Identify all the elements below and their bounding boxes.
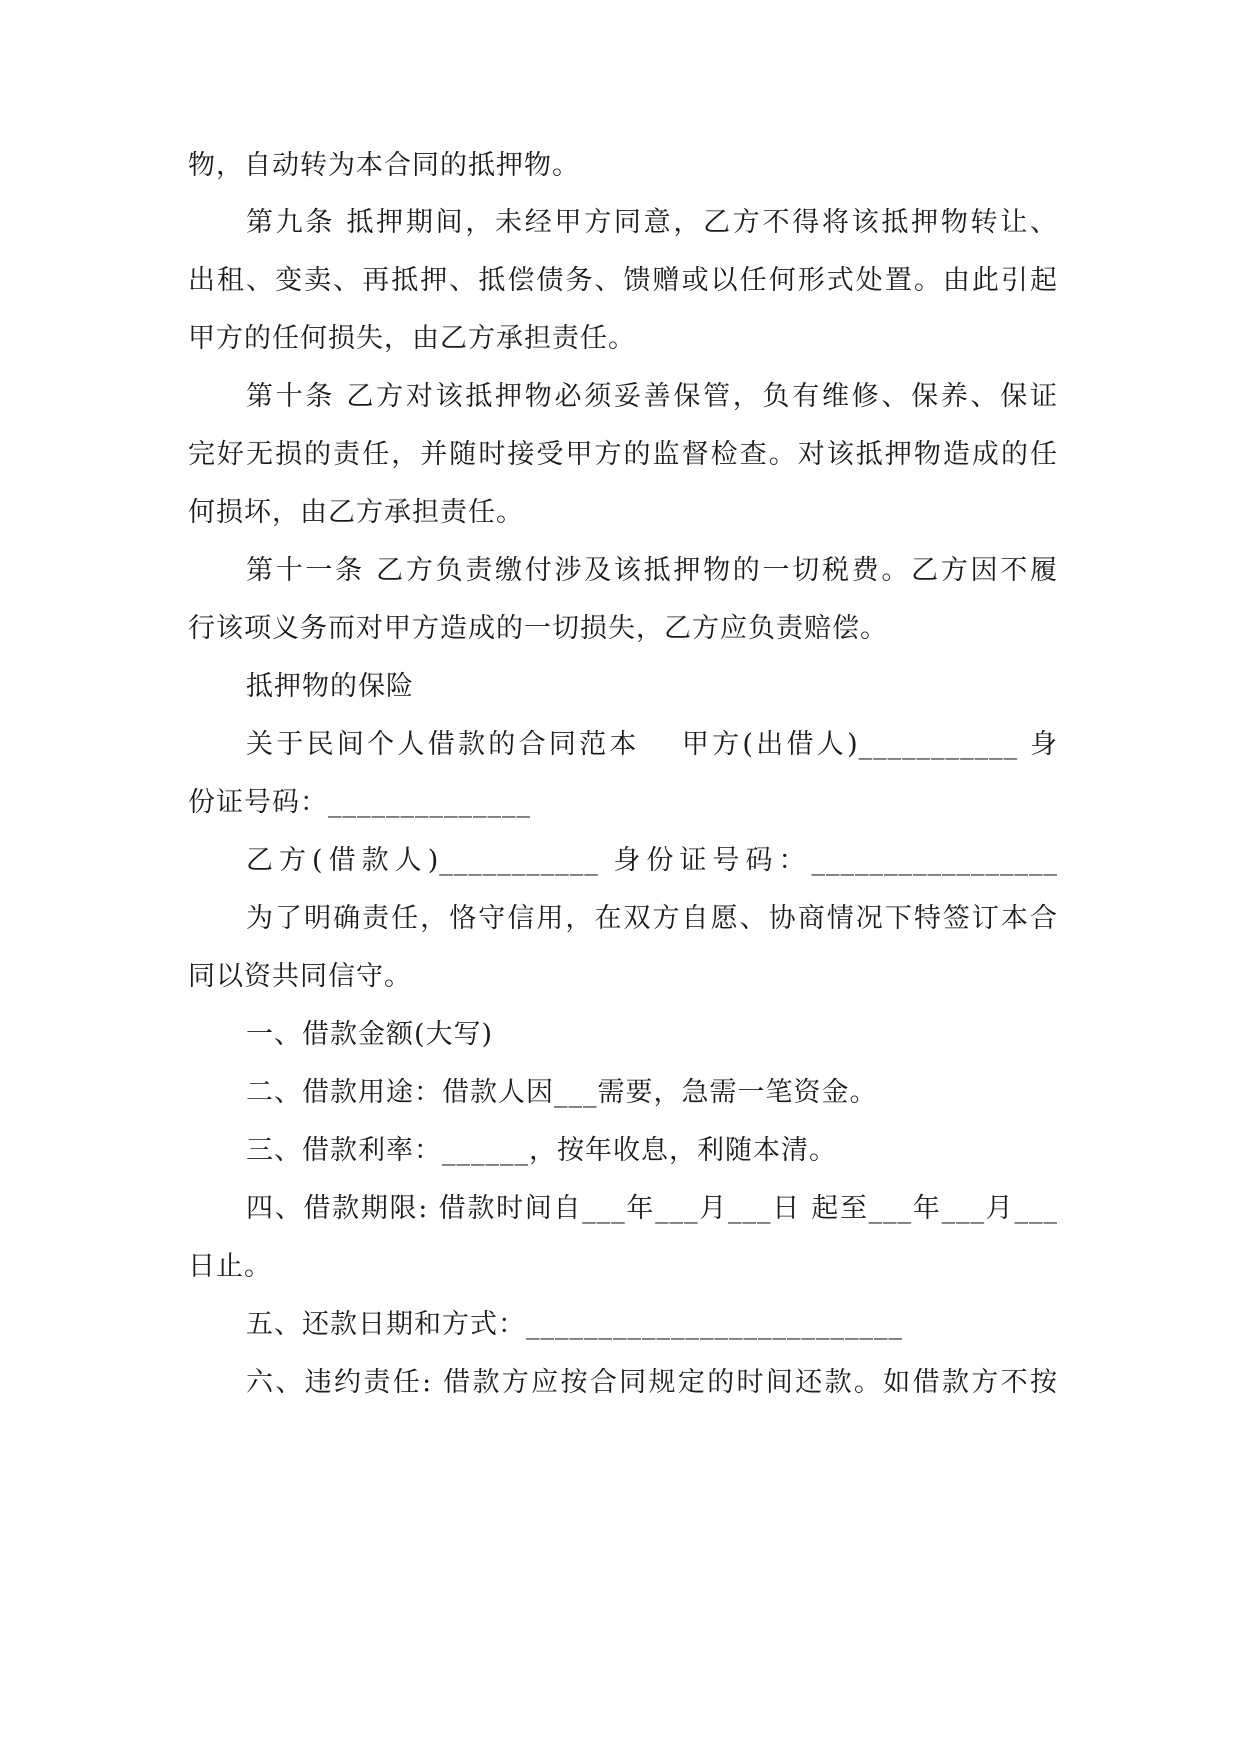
clause-3-line: 三、借款利率：______，按年收息，利随本清。 <box>246 1135 837 1166</box>
text-line: 份证号码：______________ <box>188 787 531 818</box>
text-line: 同以资共同信守。 <box>188 961 412 992</box>
clause-4-line: 四、借款期限: 借款时间自___年___月___日 起至___年___月___ <box>246 1193 1058 1224</box>
contract-title-line: 关于民间个人借款的合同范本 甲方(出借人)___________ 身 <box>246 729 1058 760</box>
text-line: 出租、变卖、再抵押、抵偿债务、馈赠或以任何形式处置。由此引起 <box>188 265 1058 296</box>
text-line: 物，自动转为本合同的抵押物。 <box>188 150 580 181</box>
article-9-line: 第九条 抵押期间，未经甲方同意，乙方不得将该抵押物转让、 <box>246 207 1058 238</box>
clause-2-line: 二、借款用途：借款人因___需要，急需一笔资金。 <box>246 1077 878 1108</box>
section-heading: 抵押物的保险 <box>246 671 414 702</box>
text-line: 行该项义务而对甲方造成的一切损失，乙方应负责赔偿。 <box>188 613 888 644</box>
text-line: 日止。 <box>188 1251 272 1282</box>
text-line: 完好无损的责任，并随时接受甲方的监督检查。对该抵押物造成的任 <box>188 439 1058 470</box>
text-line: 何损坏，由乙方承担责任。 <box>188 497 524 528</box>
article-10-line: 第十条 乙方对该抵押物必须妥善保管，负有维修、保养、保证 <box>246 381 1058 412</box>
clause-6-line: 六、违约责任: 借款方应按合同规定的时间还款。如借款方不按 <box>246 1367 1058 1398</box>
text-line: 为了明确责任，恪守信用，在双方自愿、协商情况下特签订本合 <box>246 903 1058 934</box>
text-line: 甲方的任何损失，由乙方承担责任。 <box>188 323 636 354</box>
article-11-line: 第十一条 乙方负责缴付涉及该抵押物的一切税费。乙方因不履 <box>246 555 1058 586</box>
clause-1-line: 一、借款金额(大写) <box>246 1019 494 1050</box>
clause-5-line: 五、还款日期和方式：__________________________ <box>246 1309 903 1340</box>
borrower-line: 乙方(借款人)___________ 身份证号码：_________________ <box>246 845 1058 876</box>
